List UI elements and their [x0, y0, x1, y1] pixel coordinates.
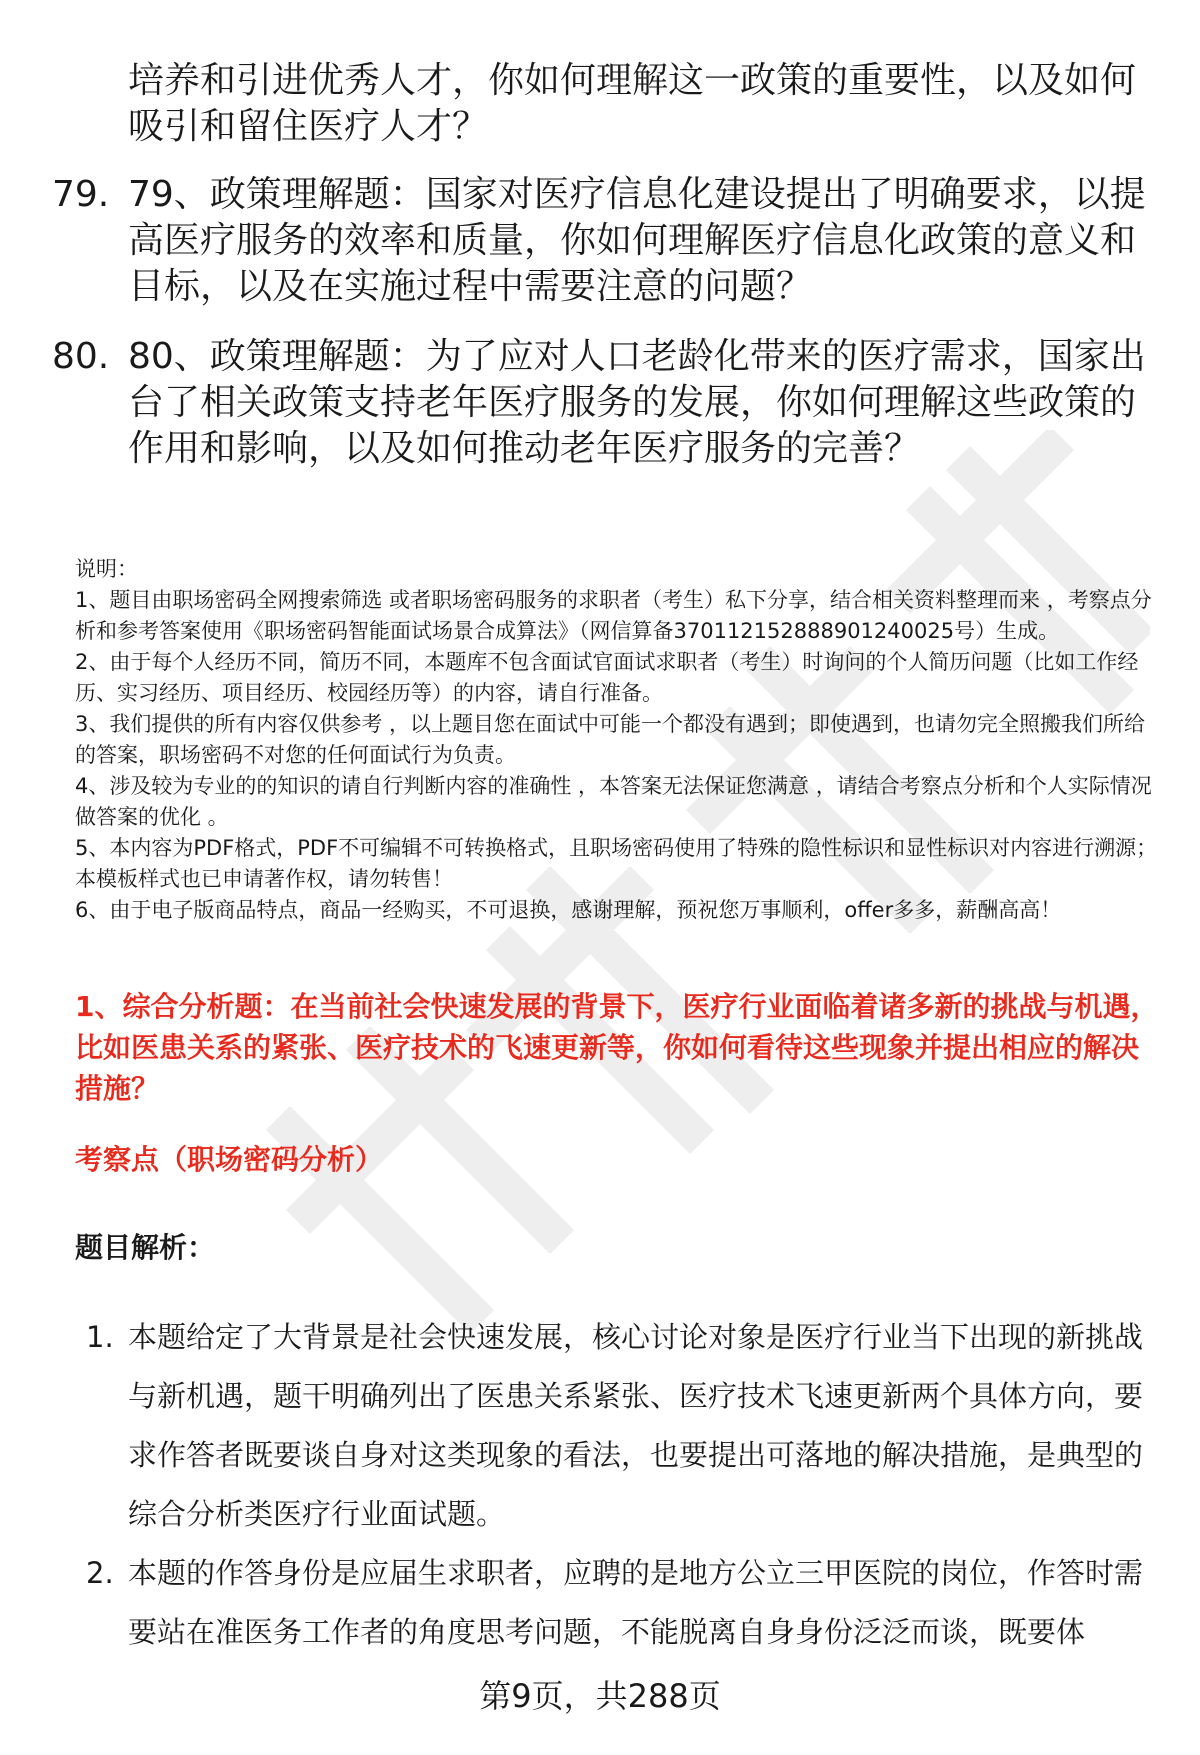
question-text: 80、政策理解题：为了应对人口老龄化带来的医疗需求，国家出台了相关政策支持老年医疗服务的发展，你如何理解这些政策的作用和影响，以及如何推动老年医疗服务的完善？	[128, 336, 1146, 469]
note-item: 4、涉及较为专业的的知识的请自行判断内容的准确性 ，本答案无法保证您满意 ，请结合考察点分析和个人实际情况做答案的优化 。	[75, 774, 1152, 829]
page-footer: 第9页，共288页	[479, 1677, 721, 1715]
note-item: 5、本内容为PDF格式，PDF不可编辑不可转换格式，且职场密码使用了特殊的隐性标识和显性标识对内容进行溯源；本模板样式也已申请著作权，请勿转售！	[75, 836, 1158, 891]
section-subtitle: 考察点（职场密码分析）	[75, 1143, 384, 1176]
analysis-item-number: 1.	[86, 1320, 114, 1354]
question-text: 79、政策理解题：国家对医疗信息化建设提出了明确要求，以提高医疗服务的效率和质量，你如何理解医疗信息化政策的意义和目标，以及在实施过程中需要注意的问题？	[128, 174, 1146, 307]
note-item: 6、由于电子版商品特点，商品一经购买，不可退换，感谢理解，预祝您万事顺利，offer多多，薪酬高高！	[75, 898, 1062, 922]
analysis-item-number: 2.	[86, 1556, 114, 1590]
question-number: 80.	[52, 336, 110, 377]
analysis-item-text: 本题的作答身份是应届生求职者，应聘的是地方公立三甲医院的岗位，作答时需要站在准医务工作者的角度思考问题，不能脱离自身身份泛泛而谈，既要体	[128, 1556, 1144, 1649]
analysis-heading: 题目解析：	[75, 1231, 216, 1264]
note-item: 1、题目由职场密码全网搜索筛选 或者职场密码服务的求职者（考生）私下分享，结合相关资料整理而来 ，考察点分析和参考答案使用《职场密码智能面试场景合成算法》（网信算备370112152888901240025号）生成。	[75, 588, 1152, 643]
analysis-item-text: 本题给定了大背景是社会快速发展，核心讨论对象是医疗行业当下出现的新挑战与新机遇，题干明确列出了医患关系紧张、医疗技术飞速更新两个具体方向，要求作答者既要谈自身对这类现象的看法，也要提出可落地的解决措施，是典型的综合分析类医疗行业面试题。	[128, 1320, 1144, 1531]
section-title: 1、综合分析题：在当前社会快速发展的背景下，医疗行业面临着诸多新的挑战与机遇，比如医患关系的紧张、医疗技术的飞速更新等，你如何看待这些现象并提出相应的解决措施？	[75, 990, 1159, 1105]
question-number: 79.	[52, 174, 110, 215]
notes-block	[75, 554, 1160, 926]
question-continuation: 培养和引进优秀人才，你如何理解这一政策的重要性，以及如何吸引和留住医疗人才？	[128, 60, 1137, 147]
note-item: 3、我们提供的所有内容仅供参考 ，以上题目您在面试中可能一个都没有遇到；即使遇到，也请勿完全照搬我们所给的答案，职场密码不对您的任何面试行为负责。	[75, 712, 1146, 767]
notes-heading: 说明：	[75, 557, 138, 581]
note-item: 2、由于每个人经历不同，简历不同，本题库不包含面试官面试求职者（考生）时询问的个人简历问题（比如工作经历、实习经历、项目经历、校园经历等）的内容，请自行准备。	[75, 650, 1139, 705]
